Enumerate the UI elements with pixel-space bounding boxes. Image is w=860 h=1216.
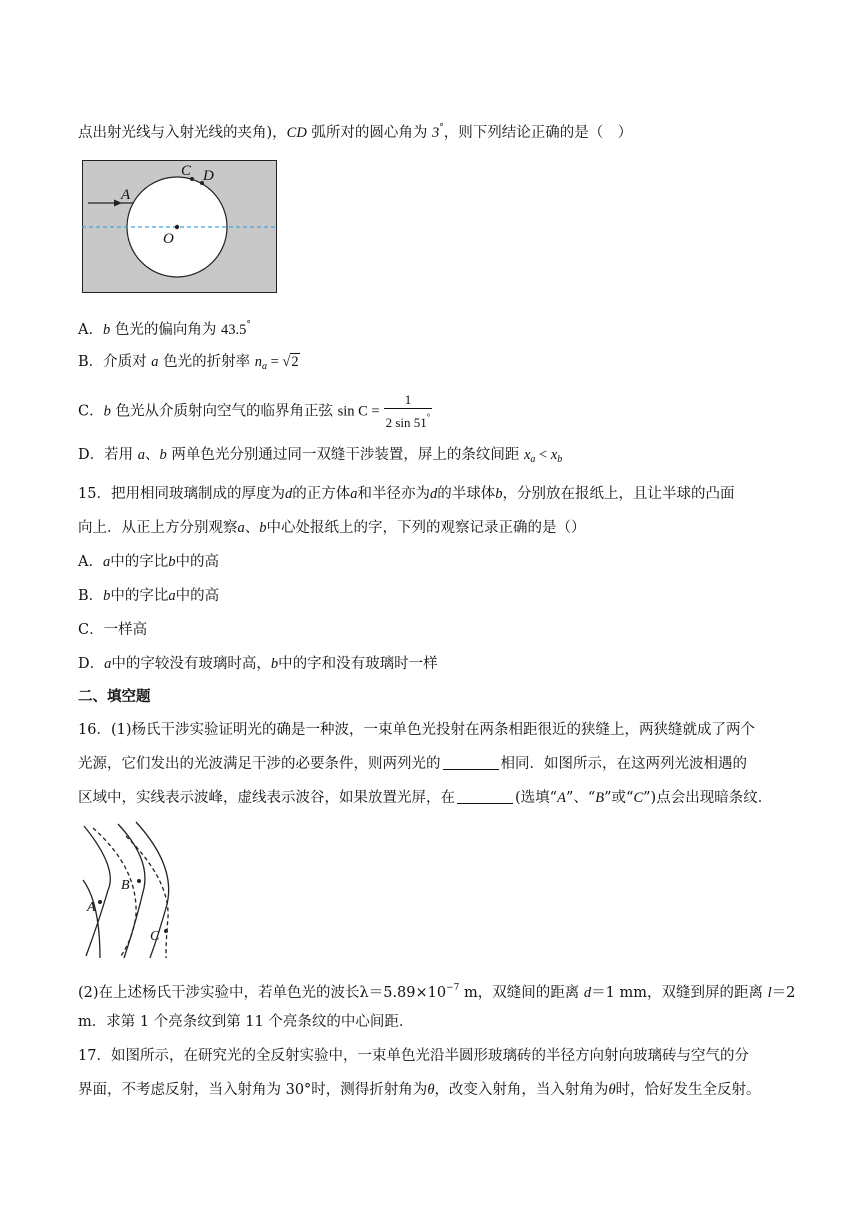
fraction-denominator: 2 sin 51° — [384, 408, 433, 431]
q15-text: 15．把用相同玻璃制成的厚度为 — [78, 486, 285, 502]
q14-stem-text-2: 弧所对的圆心角为 — [306, 125, 433, 141]
var-b: b — [270, 656, 279, 672]
var-a: a — [102, 554, 111, 570]
q16-text: (2)在上述杨氏干涉实验中，若单色光的波长λ＝5.89×10 — [78, 985, 447, 1001]
var-d: d — [284, 486, 293, 502]
option-prefix: D．若用 — [78, 447, 138, 463]
q15-text: 的半球体 — [437, 486, 496, 502]
var-b: b — [102, 322, 111, 338]
trough-2 — [126, 836, 168, 958]
q14-circle-figure — [82, 160, 277, 293]
q16-text: m，双缝间的距离 — [459, 985, 584, 1001]
var-theta: θ — [608, 1082, 616, 1098]
q16-part2-line-2: m．求第 1 个亮条纹到第 11 个亮条纹的中心间距． — [78, 1014, 414, 1030]
option-text: 色光的偏向角为 — [110, 322, 221, 338]
q15-text: 和半径亦为 — [357, 486, 430, 502]
var-b: b — [103, 588, 111, 604]
option-prefix: D． — [78, 656, 105, 672]
var-a: a — [151, 354, 159, 370]
q17-text: 时，恰好发生全反射。 — [615, 1082, 761, 1098]
var-theta: θ — [427, 1082, 435, 1098]
option-text: 中的字较没有玻璃时高， — [111, 656, 271, 672]
label-b: B — [121, 878, 130, 893]
var-b: b — [495, 486, 503, 502]
sin-c: sin C = — [337, 403, 380, 420]
var-d: d — [583, 985, 592, 1001]
q15-option-b[interactable] — [78, 586, 219, 606]
central-angle-value: 3 — [432, 125, 440, 141]
var-x: x — [550, 447, 558, 463]
equals-sign: = — [266, 354, 283, 370]
q17-line-2 — [78, 1080, 761, 1100]
subscript-a: a — [261, 361, 267, 372]
section-heading: 二、填空题 — [78, 688, 151, 705]
q16-text: 相同．如图所示，在这两列光波相遇的 — [500, 756, 747, 772]
answer-blank-2[interactable] — [457, 789, 513, 804]
sqrt-2: √2 — [282, 354, 299, 370]
q15-stem-line-1 — [78, 484, 734, 504]
critical-angle-fraction — [384, 392, 433, 431]
fraction-numerator: 1 — [404, 392, 412, 407]
var-b: b — [168, 554, 176, 570]
q15-text: ，分别放在报纸上，且让半球的凸面 — [502, 486, 735, 502]
q16-text: ”、“ — [565, 790, 596, 806]
var-a: a — [237, 520, 245, 536]
option-text: 中的字比 — [110, 588, 169, 604]
label-o: O — [163, 231, 174, 247]
answer-blank-1[interactable] — [443, 755, 499, 770]
q16-part2-line-1 — [78, 978, 795, 1003]
q15-option-a[interactable] — [78, 552, 219, 572]
choice-b: B — [595, 790, 605, 806]
option-text: 色光的折射率 — [158, 354, 255, 370]
choice-a: A — [557, 790, 566, 806]
label-d: D — [203, 168, 214, 184]
q16-text: ”)点会出现暗条纹． — [643, 790, 773, 806]
q16-text: ”或“ — [604, 790, 634, 806]
q16-wave-figure — [78, 818, 193, 960]
var-n: n — [254, 354, 262, 370]
label-c: C — [181, 163, 192, 179]
option-prefix: B．介质对 — [78, 354, 152, 370]
point-b — [137, 879, 141, 883]
option-prefix: B． — [78, 588, 104, 604]
q16-text: 区域中，实线表示波峰，虚线表示波谷，如果放置光屏，在 — [78, 790, 455, 806]
q17-text: 界面，不考虑反射，当入射角为 30°时，测得折射角为 — [78, 1082, 428, 1098]
crest-1 — [84, 826, 110, 956]
q16-text: ＝1 mm，双缝到屏的距离 — [591, 985, 768, 1001]
var-l: l — [767, 985, 772, 1001]
radicand: 2 — [291, 354, 299, 370]
var-a: a — [137, 447, 145, 463]
option-text: 两单色光分别通过同一双缝干涉装置，屏上的条纹间距 — [166, 447, 524, 463]
subscript-b: b — [557, 454, 563, 465]
q14-stem-text-3: ，则下列结论正确的是（ ） — [443, 125, 633, 141]
option-text: 色光从介质射向空气的临界角正弦 — [110, 403, 338, 420]
q16-text: (选填“ — [515, 790, 558, 806]
label-a: A — [87, 900, 96, 915]
separator: 、 — [144, 447, 160, 463]
q15-text: 、 — [244, 520, 260, 536]
q16-text: 光源，它们发出的光波满足干涉的必要条件，则两列光的 — [78, 756, 441, 772]
label-c: C — [150, 929, 160, 944]
var-a: a — [104, 656, 112, 672]
deviation-angle: 43.5 — [220, 322, 247, 338]
q15-option-d[interactable] — [78, 654, 438, 674]
q15-text: 向上．从正上方分别观察 — [78, 520, 238, 536]
q14-stem-text: 点出射光线与入射光线的夹角)， — [78, 125, 287, 141]
option-text: 中的高 — [175, 554, 219, 570]
q16-line-3 — [78, 788, 772, 808]
point-c — [164, 929, 168, 933]
cd-arc-label: CD — [286, 125, 307, 141]
option-text: C．一样高 — [78, 622, 148, 638]
q14-option-b[interactable] — [78, 352, 300, 377]
q15-option-c[interactable] — [78, 620, 147, 640]
var-d: d — [429, 486, 438, 502]
q17-line-1: 17．如图所示，在研究光的全反射实验中，一束单色光沿半圆形玻璃砖的半径方向射向玻璃砖与空气的分 — [78, 1048, 749, 1064]
q15-stem-line-2 — [78, 518, 586, 538]
var-a: a — [350, 486, 358, 502]
var-b: b — [103, 403, 111, 420]
choice-c: C — [633, 790, 644, 806]
var-b: b — [259, 520, 267, 536]
q14-option-d[interactable] — [78, 445, 562, 470]
center-point — [175, 225, 179, 229]
q15-text: 的正方体 — [292, 486, 351, 502]
option-text: 中的高 — [175, 588, 220, 604]
option-text: 中的字和没有玻璃时一样 — [278, 656, 438, 672]
var-x: x — [523, 447, 531, 463]
option-prefix: A． — [78, 554, 103, 570]
q16-line-1: 16．(1)杨氏干涉实验证明光的确是一种波，一束单色光投射在两条相距很近的狭缝上，两狭缝就成了两个 — [78, 722, 755, 738]
exponent: −7 — [446, 983, 460, 993]
q15-text: 中心处报纸上的字，下列的观察记录正确的是（） — [266, 520, 586, 536]
option-prefix: A． — [78, 322, 103, 338]
option-prefix: C． — [78, 403, 104, 420]
q14-stem-line: 点出射光线与入射光线的夹角)，CD 弧所对的圆心角为 3°，则下列结论正确的是（ ） — [78, 123, 633, 141]
subscript-a: a — [530, 454, 536, 465]
q16-line-2 — [78, 754, 747, 774]
q14-option-c[interactable] — [78, 392, 432, 431]
q16-text: ＝2 — [771, 985, 796, 1001]
crest-2 — [83, 880, 100, 958]
label-a: A — [121, 187, 131, 203]
point-a — [98, 900, 102, 904]
var-a: a — [168, 588, 176, 604]
less-than: < — [535, 447, 551, 463]
q14-option-a[interactable]: A．b 色光的偏向角为 43.5° — [78, 320, 251, 338]
option-text: 中的字比 — [110, 554, 169, 570]
var-b: b — [159, 447, 167, 463]
q17-text: ，改变入射角，当入射角为 — [434, 1082, 609, 1098]
denominator-text: 2 sin 51 — [385, 415, 427, 430]
